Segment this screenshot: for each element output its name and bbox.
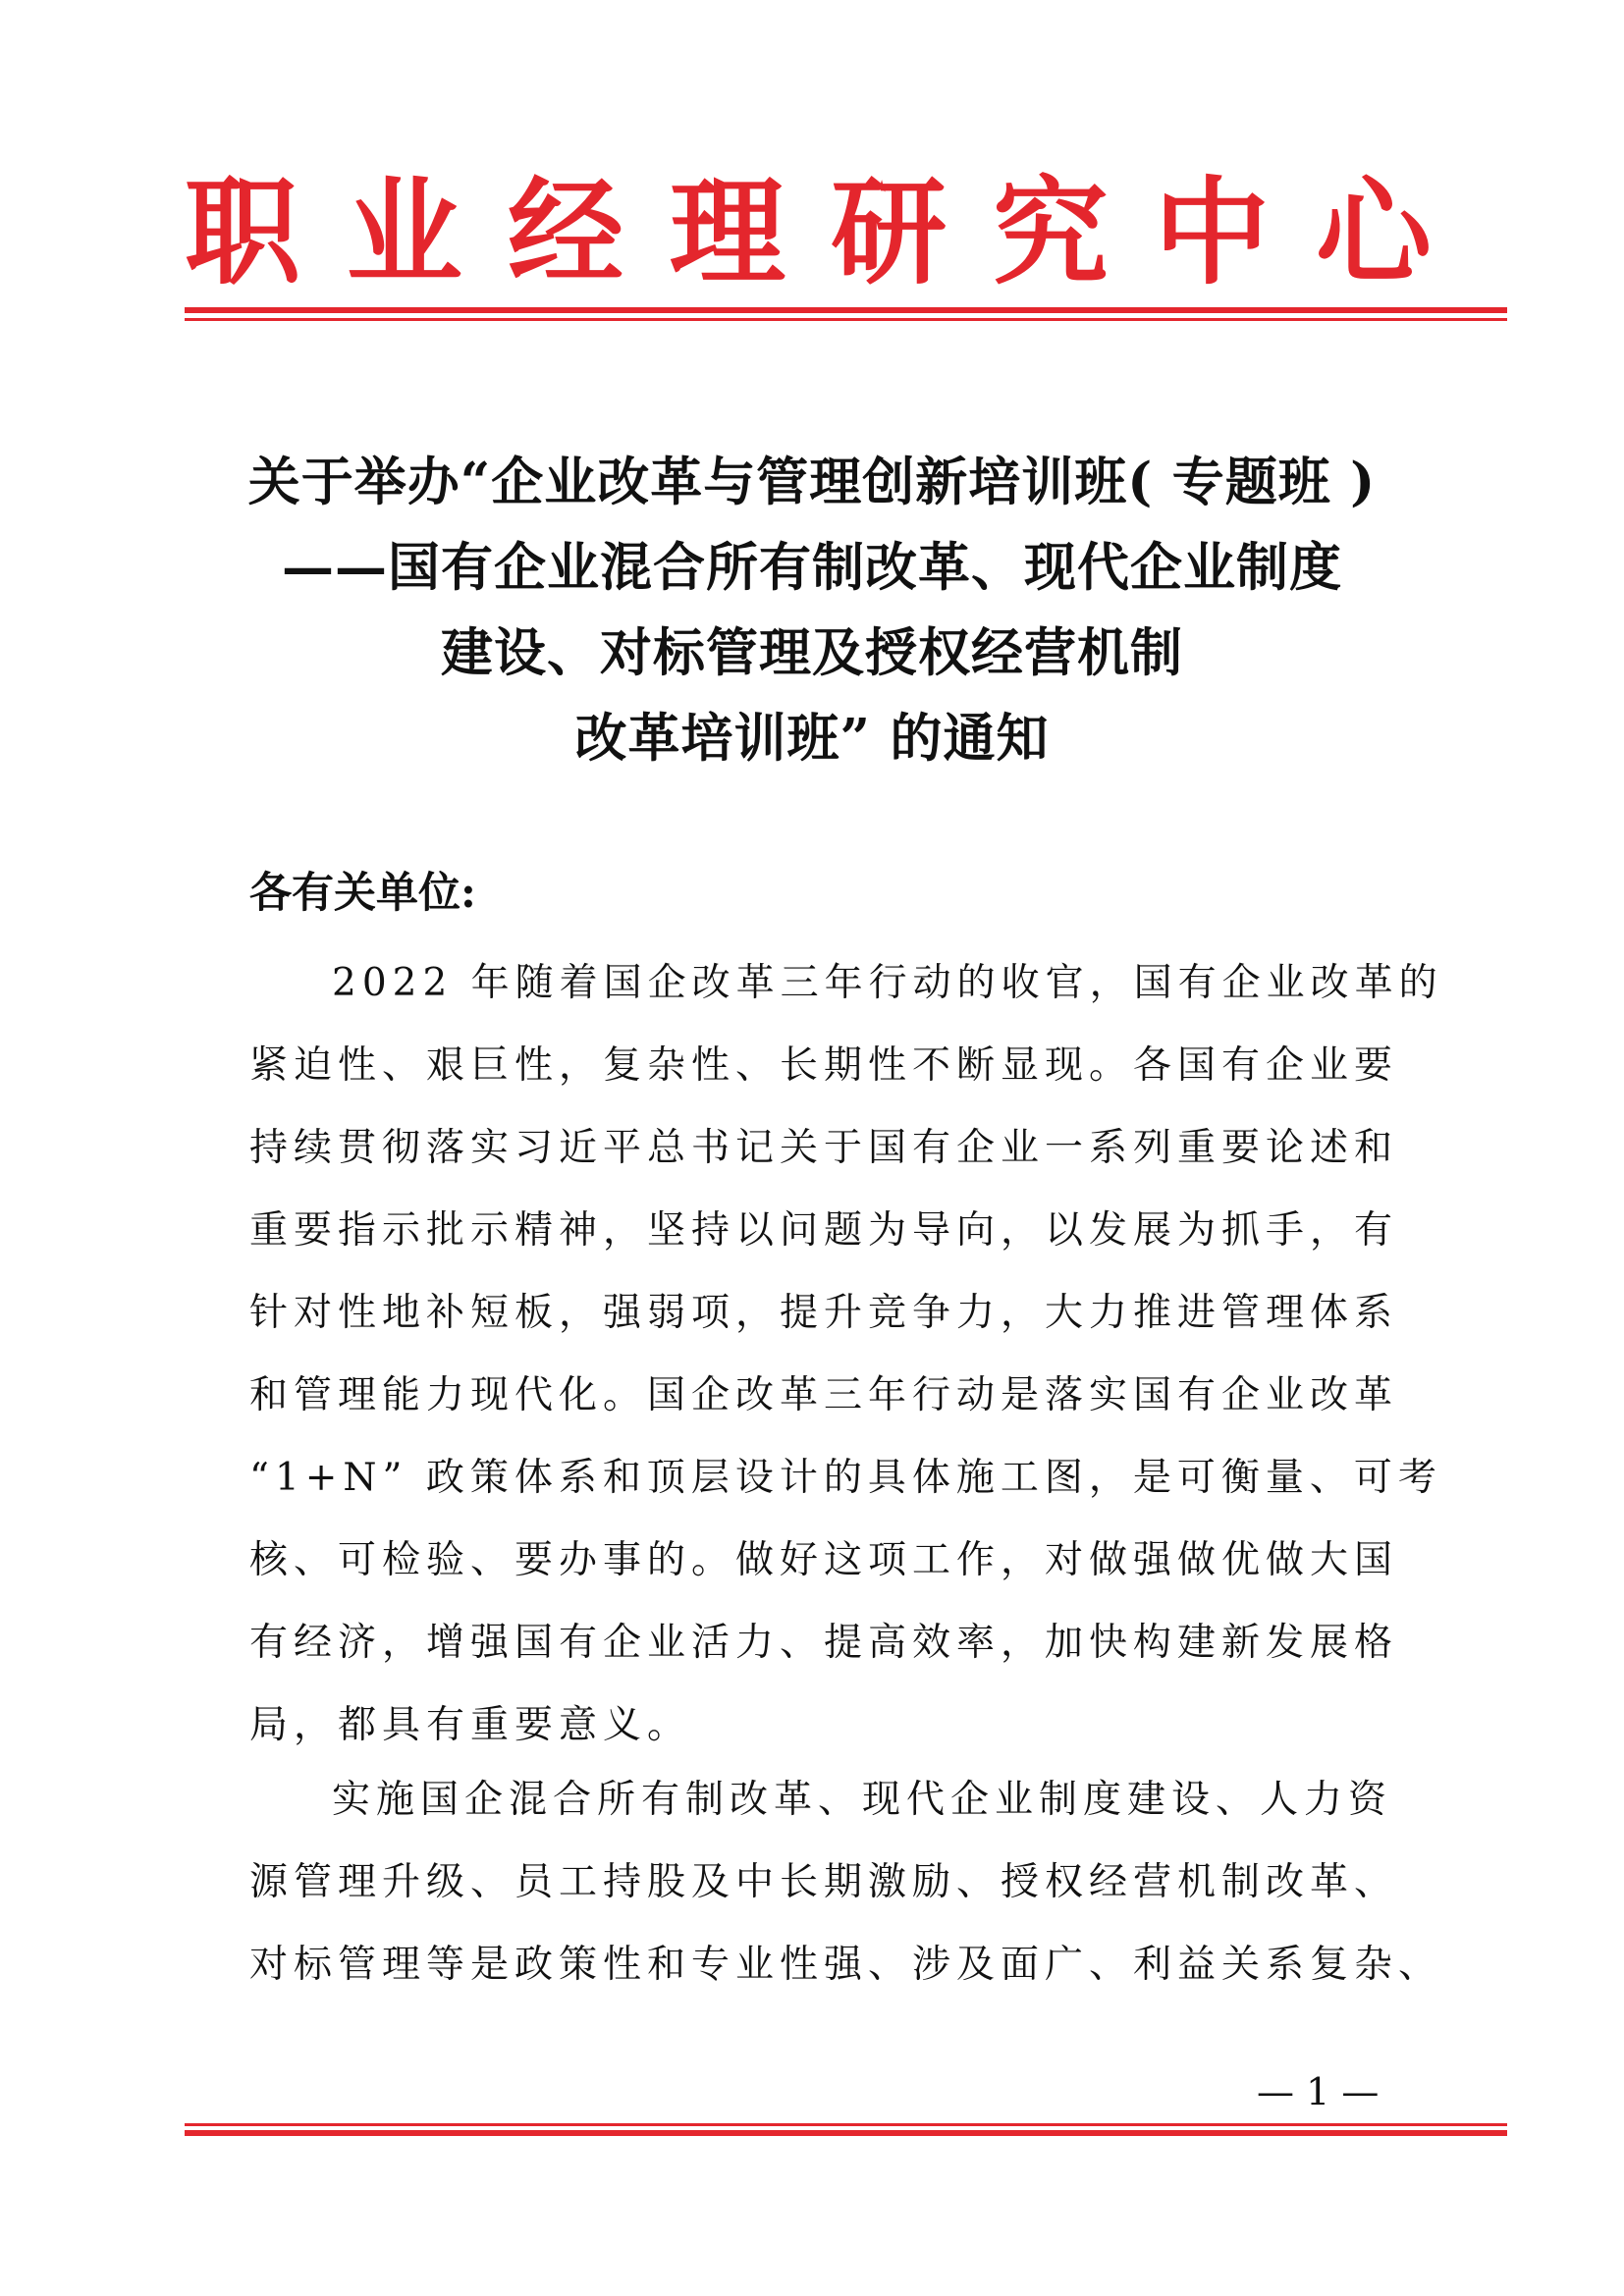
paragraph-line: 针对性地补短板，强弱项，提升竞争力，大力推进管理体系 (249, 1291, 1399, 1335)
masthead-char: 经 (508, 165, 624, 300)
title-line: 改革培训班” 的通知 (574, 708, 1050, 769)
header-rule-thick (185, 307, 1507, 313)
paragraph-line: 紧迫性、艰巨性，复杂性、长期性不断显现。各国有企业要 (249, 1043, 1399, 1088)
paragraph-line: 核、可检验、要办事的。做好这项工作，对做强做优做大国 (249, 1538, 1399, 1582)
paragraph-line: 对标管理等是政策性和专业性强、涉及面广、利益关系复杂、 (249, 1943, 1443, 1987)
masthead-char: 业 (346, 165, 462, 300)
masthead-char: 究 (992, 165, 1109, 300)
paragraph-line: 2022 年随着国企改革三年行动的收官，国有企业改革的 (332, 961, 1443, 1005)
paragraph-line: 和管理能力现代化。国企改革三年行动是落实国有企业改革 (249, 1373, 1399, 1417)
paragraph-line: 实施国企混合所有制改革、现代企业制度建设、人力资 (332, 1778, 1393, 1822)
title-line: 建设、对标管理及授权经营机制 (441, 622, 1183, 683)
masthead-char: 心 (1315, 165, 1432, 300)
paragraph-line: 有经济，增强国有企业活力、提高效率，加快构建新发展格 (249, 1621, 1399, 1665)
masthead-char: 中 (1154, 165, 1271, 300)
header-rule-thin (185, 318, 1507, 321)
footer-rule-thin (185, 2123, 1507, 2126)
footer-rule-thick (185, 2130, 1507, 2136)
salutation: 各有关单位: (249, 869, 476, 918)
masthead-char: 研 (831, 165, 947, 300)
title-line: ——国有企业混合所有制改革、现代企业制度 (282, 537, 1342, 598)
title-line: 关于举办“企业改革与管理创新培训班( 专题班 ) (247, 452, 1377, 512)
paragraph-line: 持续贯彻落实习近平总书记关于国有企业一系列重要论述和 (249, 1126, 1399, 1170)
org-masthead (185, 165, 1432, 300)
page-number: — 1 — (1257, 2070, 1380, 2113)
document-title (196, 440, 1428, 781)
masthead-char: 理 (669, 165, 785, 300)
paragraph-line: “1+N” 政策体系和顶层设计的具体施工图，是可衡量、可考 (249, 1456, 1442, 1500)
body-paragraph-2 (249, 1759, 1443, 2006)
masthead-char: 职 (185, 165, 301, 300)
paragraph-line: 源管理升级、员工持股及中长期激励、授权经营机制改革、 (249, 1860, 1399, 1904)
body-paragraph-1 (249, 942, 1443, 1767)
paragraph-line: 重要指示批示精神，坚持以问题为导向，以发展为抓手，有 (249, 1208, 1399, 1253)
paragraph-line: 局，都具有重要意义。 (249, 1703, 692, 1747)
